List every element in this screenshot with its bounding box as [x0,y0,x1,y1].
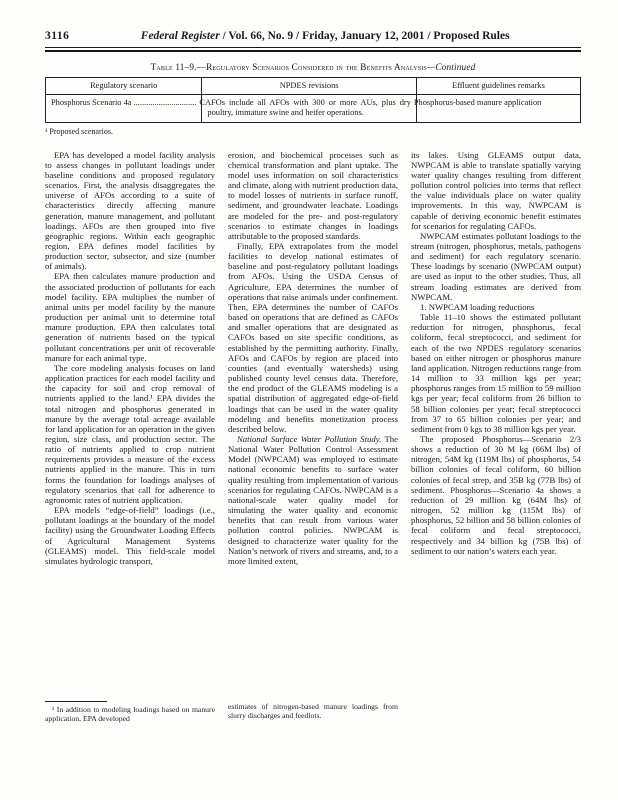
body-column-3 [411,150,581,566]
runin-heading: National Surface Water Pollution Study. [237,433,382,444]
paragraph-with-runin-heading [228,434,398,566]
header-rule [45,47,581,52]
scenarios-table [45,77,581,123]
article-body [45,150,581,796]
paragraph-text: The National Water Pollution Control Assessment Model (NWPCAM) was employed to estimate national economic benefits to surface water quality resulting from implementation of various scenarios for regulating CAFOs. NWPCAM is a national-scale water quality model for simulating the water quality and economic benefits that can result from various water pollution control policies. NWPCAM is designed to characterize water quality for the Nation’s network of rivers and streams, and, to a more limited extent, [228,433,398,566]
cell-effluent: Phosphorus-based manure application [416,95,580,122]
table-title-continued: —Continued [426,62,476,72]
table-title-main: Table 11–9.—Regulatory Scenarios Considered in the Benefits Analysis [150,62,427,72]
paragraph: The proposed Phosphorus—Scenario 2/3 shows a reduction of 30 M kg (66M lbs) of nitrogen, 54M kg (119M lbs) of phosphorus, 54 billion colonies of fecal coliform, 60 billion colonies of fecal strep, and 35B kg (77B lbs) of sediment. Phosphorus—Scenario 4a shows a reduction of 29 million kg (64M lbs) of nitrogen, 52 million kg (115M lbs) of phosphorus, 52 billion and 58 billion colonies of fecal coliform and fecal streptococci, respectively and 34 billion kg (75B lbs) of sediment to our nation’s waters each year. [411,433,581,556]
col-header-effluent-guidelines: Effluent guidelines remarks [416,78,580,95]
table-row [46,95,581,122]
table-footnote: ¹ Proposed scenarios. [45,126,113,136]
running-head [45,30,581,42]
table-header-row [46,78,581,95]
col-header-npdes-revisions: NPDES revisions [202,78,417,95]
paragraph: EPA then calculates manure production and the associated production of pollutants for each model facility. EPA multiplies the number of animal units per model facility by the manure production per animal unit to determine total manure production. EPA then calculates total generation of nutrients based on the typical pollutant concentrations per unit of recoverable manure for each animal type. [45,271,215,363]
paragraph: EPA models “edge-of-field” loadings (i.e., pollutant loadings at the boundary of the model facility) using the Groundwater Loading Effects of Agricultural Management Systems (GLEAMS) model. This field-scale model simulates hydrologic transport, [45,505,215,566]
footnote-text: ¹ In addition to modeling loadings based on manure application, EPA developed [45,704,215,723]
table-title [45,62,581,73]
paragraph: its lakes. Using GLEAMS output data, NWPCAM is able to translate spatially varying water quality changes resulting from different pollution control policies into terms that reflect the value individuals place on water quality improvements. In this way, NWPCAM is capable of deriving economic benefit estimates for scenarios for regulating CAFOs. [411,149,581,231]
paragraph: Finally, EPA extrapolates from the model facilities to develop national estimates of baseline and post-regulatory pollutant loadings from AFOs. Using the USDA Census of Agriculture, EPA determines the number of operations that raise animals under confinement. Then, EPA determines the number of CAFOs based on operations that are defined as CAFOs and smaller operations that are designated as CAFOs based on site specific conditions, as established by the permitting authority. Finally, AFOs and CAFOs by region are placed into counties (and eventually watersheds) using published county level census data. Therefore, the end product of the GLEAMS modeling is a spatial distribution of aggregated edge-of-field loadings that can be used in the water quality modeling and benefits monetization process described below. [228,241,398,434]
journal-name: Federal Register [140,30,220,42]
col-header-regulatory-scenario: Regulatory scenario [46,78,202,95]
issue-info: / Vol. 66, No. 9 / Friday, January 12, 2001 / Proposed Rules [219,30,510,42]
footnote-left [45,705,215,724]
paragraph: EPA has developed a model facility analysis to assess changes in pollutant loadings under baseline conditions and proposed regulatory scenarios. First, the analysis disaggregates the universe of AFOs according to a suite of characteristics directly affecting manure generation, manure management, and pollutant loadings. AFOs are then grouped into five geographic regions. Within each geographic region, EPA defines model facilities by production sector, subsector, and size (number of animals). [45,149,215,272]
section-heading: 1. NWPCAM loading reductions [420,301,535,312]
page-number: 3116 [45,30,70,42]
body-column-1 [45,150,215,566]
footnote-continuation: estimates of nitrogen-based manure loadings from slurry discharges and feedlots. [228,701,398,720]
paragraph: NWPCAM estimates pollutant loadings to the stream (nitrogen, phosphorus, metals, pathogens and sediment) for each regulatory scenario. These loadings by scenario (NWPCAM output) are used as input to the other studies. Thus, all stream loading estimates are derived from NWPCAM. [411,230,581,302]
running-head-title [69,30,581,42]
paragraph: The core modeling analysis focuses on land application practices for each model facility and the capacity for soil and crop removal of nutrients applied to the land.¹ EPA divides the total nitrogen and phosphorus generated in manure by the average total acreage available for land application for an operation in the given region, size class, and production sector. The ratio of nutrients applied to crop nutrient requirements provides a measure of the excess nutrients applied in the manure. This in turn forms the foundation for loadings analyses of regulatory scenarios that call for adherence to agronomic rates of nutrient application. [45,362,215,505]
footnote-rule [45,701,107,702]
body-column-2 [228,150,398,566]
paragraph: erosion, and biochemical processes such as chemical transformation and plant uptake. The model uses information on soil characteristics and climate, along with nutrient production data, to model losses of nutrients in surface runoff, sediment, and groundwater leachate. Loadings are modeled for the pre- and post-regulatory scenarios to estimate changes in loadings attributable to the proposed standards. [228,149,398,241]
cell-scenario: Phosphorus Scenario 4a .............................. [46,95,202,122]
text-columns [45,150,581,566]
cell-npdes: CAFOs include all AFOs with 300 or more AUs, plus dry poultry, immature swine and heifer operations. [202,95,417,122]
paragraph: Table 11–10 shows the estimated pollutant reduction for nitrogen, phosphorus, fecal coliform, fecal streptococci, and sediment for each of the two NPDES regulatory scenarios based on either nitrogen or phosphorus manure land application. Nitrogen reductions range from 14 million to 33 million kgs per year; phosphorus ranges from 15 million to 59 million kgs per year; fecal coliform from 26 billion to 58 billion colonies per year; fecal streptococci from 37 to 65 billion colonies per year; and sediment from 0 kgs to 38 million kgs per year. [411,312,581,434]
